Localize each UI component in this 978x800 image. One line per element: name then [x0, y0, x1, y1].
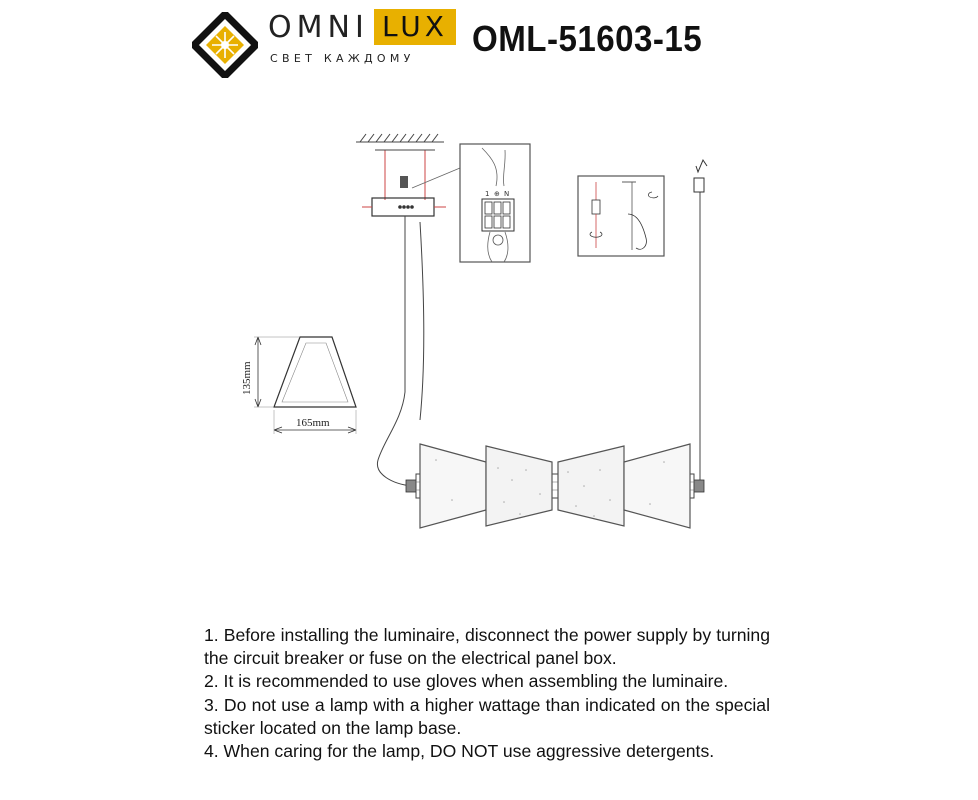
- suspension-cables: [377, 160, 707, 486]
- brand-name-lux: LUX: [374, 9, 456, 45]
- connector-label-1: 1: [485, 190, 490, 198]
- brand-name-omni: OMNI: [268, 10, 369, 45]
- connector-label-n: N: [504, 190, 510, 198]
- note-4: 4. When caring for the lamp, DO NOT use aggressive detergents.: [204, 741, 715, 762]
- note-3: 3. Do not use a lamp with a higher wattage than indicated on the special sticker located on the lamp base.: [204, 694, 770, 738]
- luminaire-body: [406, 444, 704, 528]
- shade-dimension-view: [241, 337, 356, 434]
- ceiling-canopy: [362, 150, 460, 216]
- ceiling-hatch: [356, 134, 444, 142]
- terminal-block-callout: [460, 144, 530, 262]
- model-number: OML-51603-15: [472, 18, 703, 59]
- note-2: 2. It is recommended to use gloves when assembling the luminaire.: [204, 671, 729, 692]
- note-1: 1. Before installing the luminaire, disconnect the power supply by turning the circuit breaker or fuse on the electrical panel box.: [204, 625, 770, 669]
- installation-notes: [204, 624, 770, 763]
- shade-height-label: 135mm: [241, 361, 253, 395]
- shade-width-label: 165mm: [296, 417, 330, 429]
- connector-label-ground: ⊕: [494, 190, 500, 198]
- cable-adjust-callout: [578, 176, 664, 256]
- brand-tagline: СВЕТ КАЖДОМУ: [270, 52, 415, 65]
